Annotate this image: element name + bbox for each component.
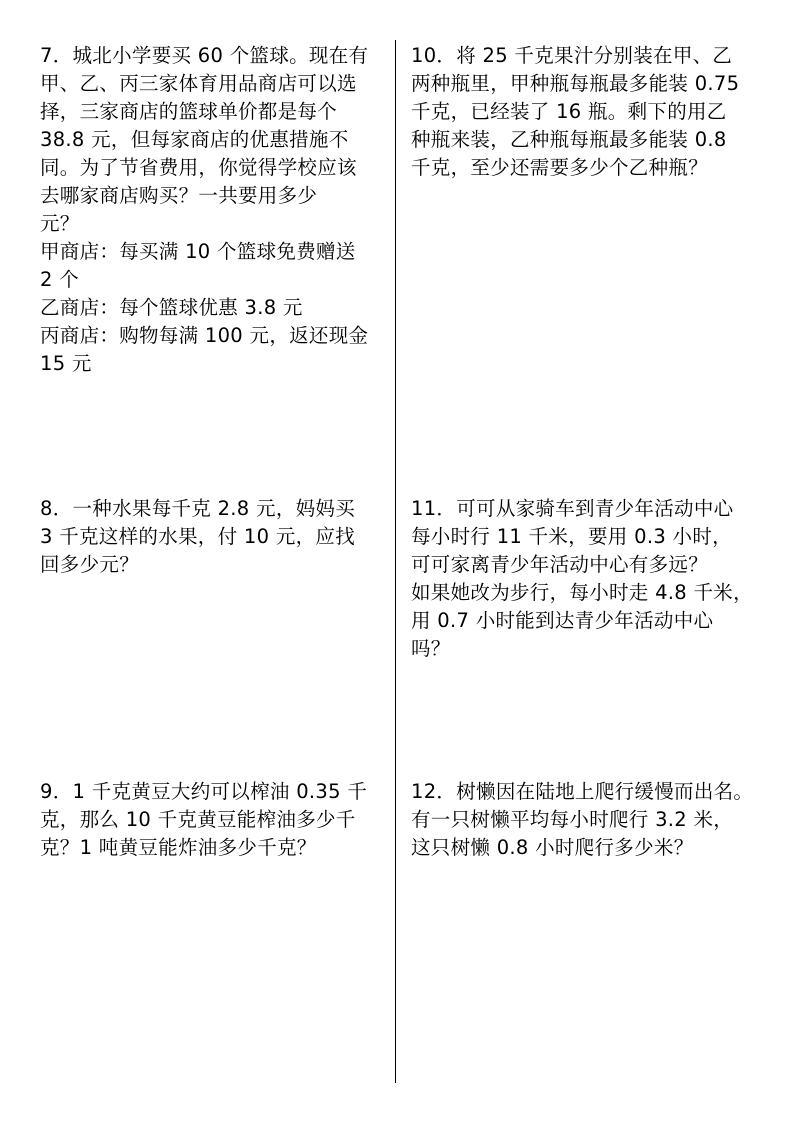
problem-7-line: 去哪家商店购买？一共要用多少 — [40, 184, 318, 207]
problem-7-line: 乙商店：每个篮球优惠 3.8 元 — [40, 296, 303, 319]
problem-12-line: 12．树懒因在陆地上爬行缓慢而出名。 — [411, 780, 754, 803]
problem-7-line: 15 元 — [40, 352, 92, 375]
problem-7-line: 甲商店：每买满 10 个篮球免费赠送 — [40, 240, 356, 263]
problem-11-line: 可可家离青少年活动中心有多远？ — [411, 553, 709, 576]
problem-7-line: 甲、乙、丙三家体育用品商店可以选 — [40, 72, 357, 95]
problem-12-line: 有一只树懒平均每小时爬行 3.2 米， — [411, 808, 734, 831]
problem-10-line: 种瓶来装，乙种瓶每瓶最多能装 0.8 — [411, 128, 727, 151]
problem-11-line: 吗？ — [411, 637, 451, 660]
problem-7-line: 7．城北小学要买 60 个篮球。现在有 — [40, 44, 369, 67]
problem-9-line: 克？1 吨黄豆能炸油多少千克？ — [40, 836, 317, 859]
problem-7-line: 2 个 — [40, 268, 80, 291]
problem-10 — [411, 42, 739, 182]
problem-11 — [411, 495, 753, 663]
problem-11-line: 用 0.7 小时能到达青少年活动中心 — [411, 609, 714, 632]
problem-7-line: 同。为了节省费用，你觉得学校应该 — [40, 156, 357, 179]
problem-7-line: 38.8 元，但每家商店的优惠措施不 — [40, 128, 349, 151]
problem-12-line: 这只树懒 0.8 小时爬行多少米？ — [411, 836, 694, 859]
problem-11-line: 每小时行 11 千米，要用 0.3 小时， — [411, 525, 732, 548]
problem-8-line: 回多少元？ — [40, 553, 140, 576]
problem-9 — [40, 778, 367, 862]
problem-7-line: 丙商店：购物每满 100 元，返还现金 — [40, 324, 369, 347]
problem-8-line: 8．一种水果每千克 2.8 元，妈妈买 — [40, 497, 356, 520]
problem-10-line: 两种瓶里，甲种瓶每瓶最多能装 0.75 — [411, 72, 740, 95]
problem-11-line: 11．可可从家骑车到青少年活动中心 — [411, 497, 734, 520]
problem-11-line: 如果她改为步行，每小时走 4.8 千米， — [411, 581, 753, 604]
problem-12 — [411, 778, 753, 862]
problem-8 — [40, 495, 355, 579]
problem-7-line: 择，三家商店的篮球单价都是每个 — [40, 100, 338, 123]
problem-10-line: 千克，已经装了 16 瓶。剩下的用乙 — [411, 100, 727, 123]
problem-9-line: 9．1 千克黄豆大约可以榨油 0.35 千 — [40, 780, 368, 803]
problem-9-line: 克，那么 10 千克黄豆能榨油多少千 — [40, 808, 356, 831]
problem-10-line: 千克，至少还需要多少个乙种瓶？ — [411, 156, 709, 179]
problem-7 — [40, 42, 368, 378]
column-divider — [395, 40, 396, 1083]
problem-10-line: 10．将 25 千克果汁分别装在甲、乙 — [411, 44, 733, 67]
problem-7-line: 元？ — [40, 212, 80, 235]
problem-8-line: 3 千克这样的水果，付 10 元，应找 — [40, 525, 356, 548]
